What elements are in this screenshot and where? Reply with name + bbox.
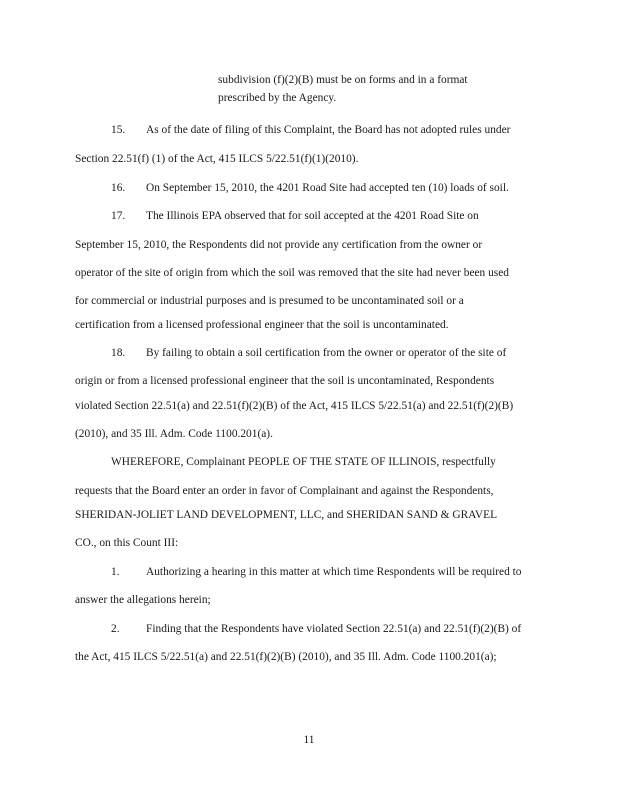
paragraph-18-line-3: violated Section 22.51(a) and 22.51(f)(2)(B) of the Act, 415 ILCS 5/22.51(a) and 22.51(f)(2)(B) — [75, 400, 514, 412]
relief-item-1-line-2: answer the allegations herein; — [75, 594, 211, 606]
item-number: 2. — [111, 623, 120, 635]
paragraph-17-line-4: for commercial or industrial purposes and is presumed to be uncontaminated soil or a — [75, 295, 464, 307]
paragraph-17-line-1: 17. The Illinois EPA observed that for soil accepted at the 4201 Road Site on — [111, 210, 479, 222]
wherefore-line-4: CO., on this Count III: — [75, 537, 179, 549]
paragraph-17-line-3: operator of the site of origin from which the soil was removed that the site had never been used — [75, 267, 509, 279]
paragraph-18-line-2: origin or from a licensed professional engineer that the soil is uncontaminated, Respondents — [75, 375, 495, 387]
paragraph-17-line-2: September 15, 2010, the Respondents did not provide any certification from the owner or — [75, 239, 483, 251]
wherefore-line-3: SHERIDAN-JOLIET LAND DEVELOPMENT, LLC, and SHERIDAN SAND & GRAVEL — [75, 509, 498, 521]
wherefore-line-1: WHEREFORE, Complainant PEOPLE OF THE STATE OF ILLINOIS, respectfully — [111, 456, 496, 468]
paragraph-18-line-1: 18. By failing to obtain a soil certification from the owner or operator of the site of — [111, 347, 507, 359]
relief-item-1-line-1: 1. Authorizing a hearing in this matter at which time Respondents will be required to — [111, 566, 522, 578]
paragraph-15-line-1: 15. As of the date of filing of this Complaint, the Board has not adopted rules under — [111, 124, 511, 136]
paragraph-number: 18. — [111, 347, 126, 359]
paragraph-number: 16. — [111, 182, 126, 194]
paragraph-number: 15. — [111, 124, 126, 136]
block-quote-line-1: subdivision (f)(2)(B) must be on forms and in a format — [218, 74, 468, 86]
relief-item-2-line-2: the Act, 415 ILCS 5/22.51(a) and 22.51(f)(2)(B) (2010), and 35 Ill. Adm. Code 1100.201(a); — [75, 651, 497, 663]
item-number: 1. — [111, 566, 120, 578]
relief-item-2-line-1: 2. Finding that the Respondents have violated Section 22.51(a) and 22.51(f)(2)(B) of — [111, 623, 522, 635]
paragraph-number: 17. — [111, 210, 126, 222]
paragraph-16-line-1: 16. On September 15, 2010, the 4201 Road Site had accepted ten (10) loads of soil. — [111, 182, 509, 194]
block-quote-line-2: prescribed by the Agency. — [218, 92, 337, 104]
paragraph-18-line-4: (2010), and 35 Ill. Adm. Code 1100.201(a). — [75, 428, 273, 440]
page-number: 11 — [303, 734, 315, 746]
paragraph-15-line-2: Section 22.51(f) (1) of the Act, 415 ILCS 5/22.51(f)(1)(2010). — [75, 153, 359, 165]
wherefore-line-2: requests that the Board enter an order in favor of Complainant and against the Respondents, — [75, 485, 494, 497]
paragraph-17-line-5: certification from a licensed professional engineer that the soil is uncontaminated. — [75, 319, 449, 331]
